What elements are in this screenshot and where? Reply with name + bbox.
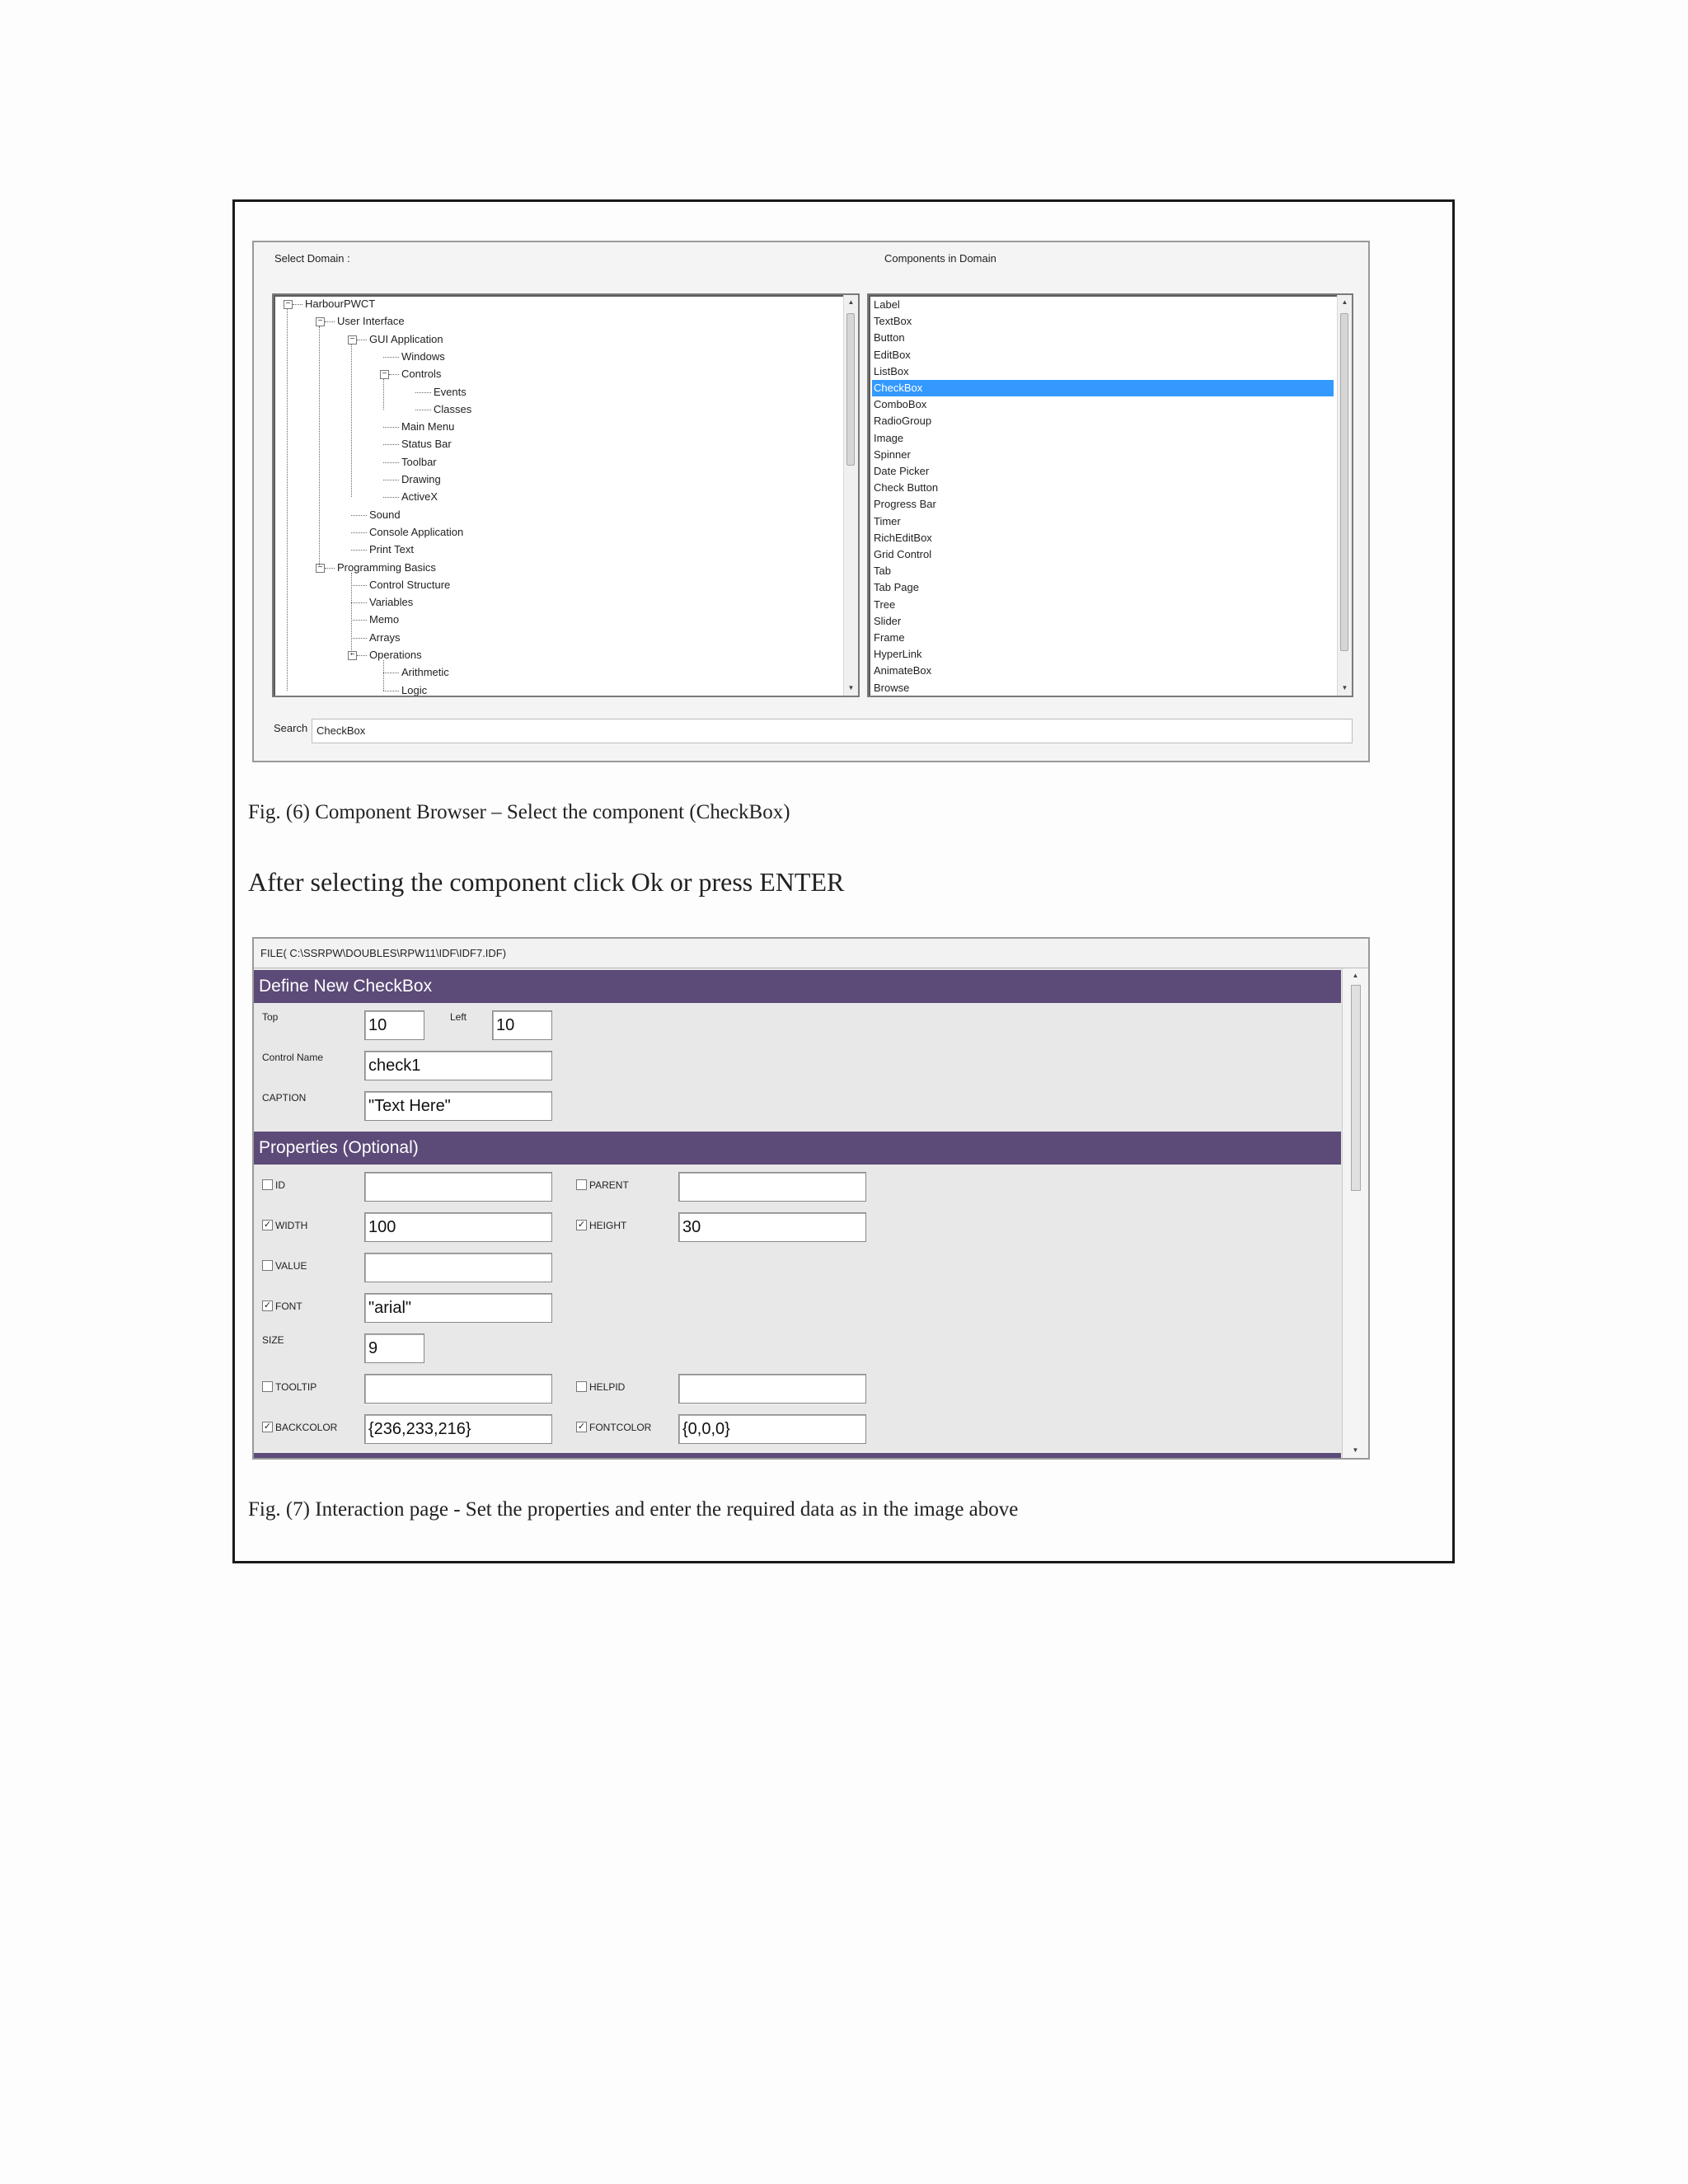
instruction-text: After selecting the component click Ok or press ENTER <box>248 867 845 897</box>
tree-connector <box>351 620 367 621</box>
tree-item[interactable]: Controls <box>401 368 442 381</box>
value-input[interactable] <box>364 1253 552 1282</box>
component-list-item[interactable]: Browse <box>874 681 910 694</box>
fig6-caption: Fig. (6) Component Browser – Select the component (CheckBox) <box>248 801 790 823</box>
component-list-item[interactable]: Grid Control <box>874 548 932 560</box>
collapse-icon[interactable]: − <box>284 300 293 309</box>
backcolor-checkbox[interactable]: ✓ <box>263 1422 272 1432</box>
file-path-bar: FILE( C:\SSRPW\DOUBLES\RPW11\IDF\IDF7.IDF) <box>254 939 1368 968</box>
search-label: Search <box>274 722 308 734</box>
tree-guide-line <box>351 344 352 498</box>
component-list-item[interactable]: TextBox <box>874 315 912 328</box>
tree-item[interactable]: Events <box>434 385 467 398</box>
domain-tree[interactable] <box>272 293 860 697</box>
scroll-up-icon[interactable]: ▲ <box>1341 298 1348 306</box>
height-input[interactable]: 30 <box>678 1212 866 1242</box>
collapse-icon[interactable]: − <box>316 564 325 573</box>
tree-connector <box>383 357 399 358</box>
top-input[interactable]: 10 <box>364 1010 424 1040</box>
height-label: HEIGHT <box>589 1220 627 1231</box>
tree-item[interactable]: HarbourPWCT <box>305 298 376 310</box>
component-list-item[interactable]: Tab Page <box>874 581 919 594</box>
tree-item[interactable]: Print Text <box>369 543 414 556</box>
interaction-scroll-thumb[interactable] <box>1351 985 1361 1191</box>
value-checkbox[interactable] <box>262 1260 273 1271</box>
component-list-item[interactable]: Frame <box>874 631 905 644</box>
helpid-label: HELPID <box>589 1381 626 1393</box>
fig7-caption: Fig. (7) Interaction page - Set the properties and enter the required data as in the image above <box>248 1498 1019 1521</box>
tree-scroll-thumb[interactable] <box>846 313 855 466</box>
component-list-item[interactable]: Tab <box>874 565 891 578</box>
backcolor-label: BACKCOLOR <box>275 1422 338 1433</box>
component-list-item[interactable]: Spinner <box>874 448 911 461</box>
next-section-band <box>254 1453 1341 1460</box>
helpid-checkbox[interactable] <box>576 1381 587 1392</box>
components-in-domain-label: Components in Domain <box>884 252 996 265</box>
tree-connector <box>351 550 367 551</box>
component-list-item[interactable]: Slider <box>874 614 902 627</box>
tree-item[interactable]: Arrays <box>369 630 401 644</box>
tree-item[interactable]: Operations <box>369 649 422 661</box>
component-list-item[interactable]: Label <box>874 298 900 311</box>
tree-guide-line <box>383 379 384 410</box>
tree-item[interactable]: Toolbar <box>401 455 437 468</box>
backcolor-input[interactable]: {236,233,216} <box>364 1414 552 1444</box>
scroll-up-icon[interactable]: ▲ <box>847 298 855 306</box>
tree-connector <box>351 585 367 586</box>
parent-checkbox[interactable] <box>576 1179 587 1190</box>
interaction-page <box>252 937 1370 1460</box>
tree-connector <box>383 497 399 498</box>
component-list-item[interactable]: Tree <box>874 598 896 611</box>
height-checkbox[interactable]: ✓ <box>577 1220 586 1230</box>
tree-connector <box>383 462 399 463</box>
id-checkbox[interactable] <box>262 1179 273 1190</box>
width-checkbox[interactable]: ✓ <box>263 1220 272 1230</box>
caption-label: CAPTION <box>262 1092 307 1104</box>
tree-item[interactable]: Logic <box>401 683 428 696</box>
tree-connector <box>325 568 335 569</box>
tree-connector <box>383 427 399 428</box>
collapse-icon[interactable]: − <box>380 370 389 379</box>
component-list-item[interactable]: ComboBox <box>874 398 927 411</box>
tree-scrollbar[interactable] <box>843 295 858 696</box>
caption-input[interactable]: "Text Here" <box>364 1091 552 1121</box>
tree-item[interactable]: Main Menu <box>401 420 455 434</box>
width-label: WIDTH <box>275 1220 308 1231</box>
component-list-item[interactable]: Date Picker <box>874 465 930 477</box>
tree-guide-line <box>351 573 352 656</box>
tooltip-input[interactable] <box>364 1374 552 1404</box>
size-label: SIZE <box>262 1334 284 1346</box>
tree-item[interactable]: Windows <box>401 349 445 363</box>
scroll-down-icon[interactable]: ▼ <box>1341 684 1348 691</box>
font-checkbox[interactable]: ✓ <box>263 1301 272 1310</box>
component-browser <box>252 241 1370 762</box>
component-list-item[interactable]: CheckBox <box>872 380 1334 396</box>
component-list-item[interactable]: ListBox <box>874 364 909 377</box>
tree-guide-line <box>287 309 288 691</box>
component-list-item[interactable]: Image <box>874 431 904 444</box>
left-label: Left <box>450 1011 467 1023</box>
id-label: ID <box>275 1179 285 1191</box>
tree-guide-line <box>383 660 384 691</box>
component-list-item[interactable]: EditBox <box>874 348 911 361</box>
component-list-item[interactable]: Check Button <box>874 481 939 494</box>
tree-item[interactable]: ActiveX <box>401 490 438 504</box>
tree-item[interactable]: GUI Application <box>369 332 443 345</box>
component-list-item[interactable]: RadioGroup <box>874 415 932 428</box>
component-list-item[interactable]: AnimateBox <box>874 664 932 677</box>
control-name-input[interactable]: check1 <box>364 1051 552 1080</box>
tree-item[interactable]: Memo <box>369 613 400 626</box>
tree-connector <box>351 638 367 639</box>
scroll-up-icon[interactable]: ▲ <box>1352 972 1359 979</box>
top-label: Top <box>262 1011 279 1023</box>
tooltip-label: TOOLTIP <box>275 1381 317 1393</box>
select-domain-label: Select Domain : <box>274 252 350 265</box>
tree-connector <box>325 321 335 322</box>
id-input[interactable] <box>364 1172 552 1202</box>
tree-item[interactable]: Arithmetic <box>401 666 449 679</box>
control-name-label: Control Name <box>262 1052 324 1063</box>
components-list[interactable] <box>867 293 1353 697</box>
fontcolor-label: FONTCOLOR <box>589 1422 652 1433</box>
component-list-item[interactable]: Timer <box>874 514 901 527</box>
components-scroll-thumb[interactable] <box>1340 313 1348 651</box>
tree-item[interactable]: User Interface <box>337 315 405 328</box>
properties-header: Properties (Optional) <box>254 1132 1341 1165</box>
tree-connector <box>357 655 367 656</box>
tree-connector <box>351 532 367 533</box>
collapse-icon[interactable]: − <box>316 317 325 326</box>
component-list-item[interactable]: RichEditBox <box>874 531 932 544</box>
scroll-down-icon[interactable]: ▼ <box>1352 1446 1359 1454</box>
tree-connector <box>351 602 367 603</box>
component-list-item[interactable]: Progress Bar <box>874 498 936 511</box>
tree-connector <box>351 515 367 516</box>
value-label: VALUE <box>275 1260 307 1272</box>
tree-connector <box>383 444 399 445</box>
fontcolor-input[interactable]: {0,0,0} <box>678 1414 866 1444</box>
tree-item[interactable]: Programming Basics <box>337 560 436 574</box>
tree-item[interactable]: Control Structure <box>369 578 451 591</box>
collapse-icon[interactable]: − <box>348 651 357 660</box>
tree-item[interactable]: Console Application <box>369 525 464 538</box>
width-input[interactable]: 100 <box>364 1212 552 1242</box>
parent-input[interactable] <box>678 1172 866 1202</box>
tree-item[interactable]: Status Bar <box>401 438 452 451</box>
collapse-icon[interactable]: − <box>348 335 357 344</box>
tree-item[interactable]: Classes <box>434 402 472 415</box>
tree-guide-line <box>319 326 320 567</box>
font-label: FONT <box>275 1301 302 1312</box>
tree-item[interactable]: Variables <box>369 596 414 609</box>
interaction-scrollbar[interactable] <box>1342 968 1368 1458</box>
size-input[interactable]: 9 <box>364 1333 424 1363</box>
tree-connector <box>389 374 399 375</box>
left-input[interactable]: 10 <box>492 1010 552 1040</box>
tree-connector <box>293 304 302 305</box>
font-input[interactable]: "arial" <box>364 1293 552 1323</box>
define-header: Define New CheckBox <box>254 970 1341 1003</box>
tree-item[interactable]: Drawing <box>401 473 441 485</box>
scroll-down-icon[interactable]: ▼ <box>847 684 855 691</box>
tree-connector <box>415 392 431 393</box>
components-scrollbar[interactable] <box>1337 295 1352 696</box>
component-list-item[interactable]: Button <box>874 331 905 344</box>
helpid-input[interactable] <box>678 1374 866 1404</box>
component-list-item[interactable]: HyperLink <box>874 648 922 661</box>
tree-item[interactable]: Sound <box>369 508 401 521</box>
parent-label: PARENT <box>589 1179 629 1191</box>
fontcolor-checkbox[interactable]: ✓ <box>577 1422 586 1432</box>
search-input[interactable]: CheckBox <box>312 719 1353 743</box>
tooltip-checkbox[interactable] <box>262 1381 273 1392</box>
